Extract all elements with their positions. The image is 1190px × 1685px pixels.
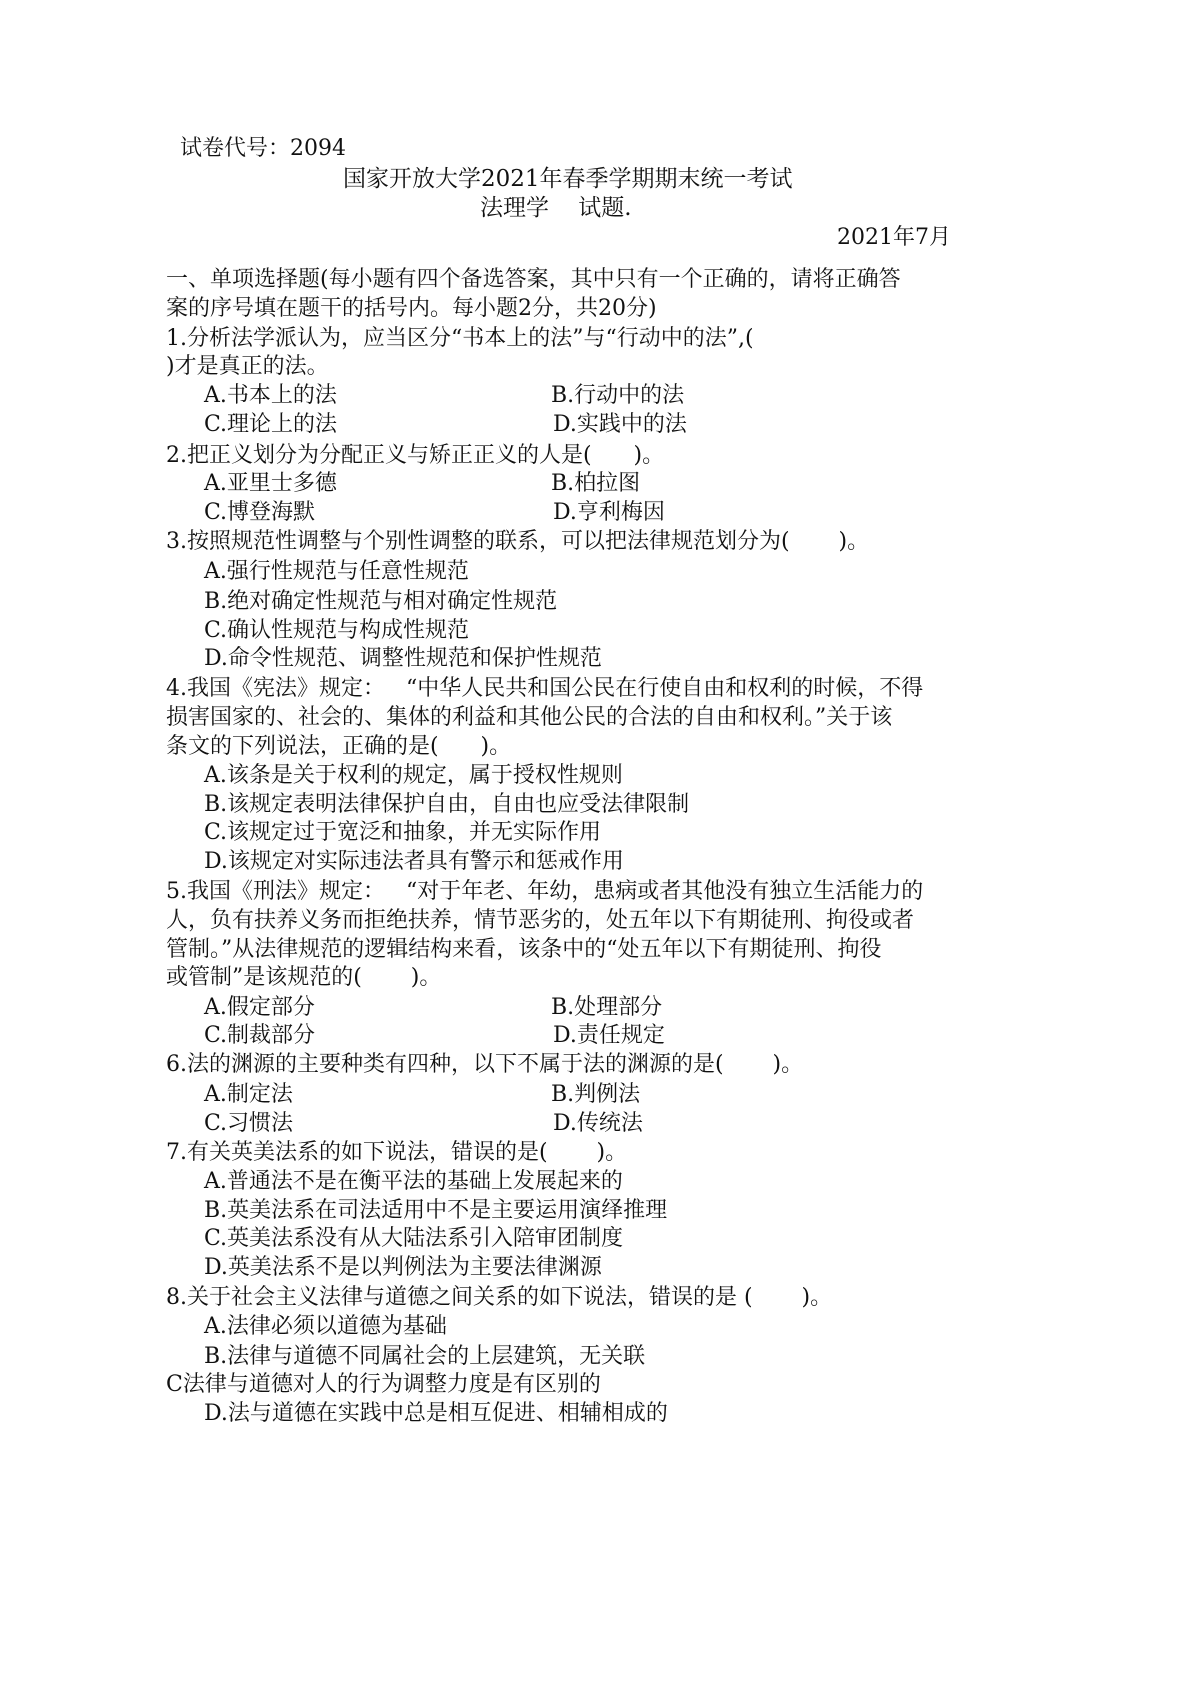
option-d: D.责任规定 [553,1023,665,1048]
option-c: C法律与道德对人的行为调整力度是有区别的 [166,1372,601,1397]
option-c: C.制裁部分 [204,1023,316,1048]
exam-date: 2021年7月 [837,225,951,250]
option-d: D.亨利梅因 [553,500,665,525]
question-stem: 1.分析法学派认为，应当区分“书本上的法”与“行动中的法”,( [166,326,754,351]
option-d: D.英美法系不是以判例法为主要法律渊源 [204,1255,602,1280]
question-stem: 6.法的渊源的主要种类有四种，以下不属于法的渊源的是( )。 [166,1052,804,1077]
option-a: A.法律必须以道德为基础 [204,1314,447,1339]
option-d: D.法与道德在实践中总是相互促进、相辅相成的 [204,1401,668,1426]
question-stem: 5.我国《刑法》规定： “对于年老、年幼，患病或者其他没有独立生活能力的 [166,879,924,904]
exam-title: 国家开放大学2021年春季学期期末统一考试 [343,166,793,192]
option-b: B.行动中的法 [551,383,685,408]
option-a: A.制定法 [204,1082,293,1107]
option-c: C.该规定过于宽泛和抽象，并无实际作用 [204,820,602,845]
option-a: A.书本上的法 [204,383,337,408]
option-b: B.柏拉图 [551,471,641,496]
option-a: A.该条是关于权利的规定，属于授权性规则 [204,763,623,788]
option-d: D.实践中的法 [553,412,687,437]
question-stem: 损害国家的、社会的、集体的利益和其他公民的合法的自由和权利。”关于该 [166,705,893,730]
option-a: A.亚里士多德 [204,471,337,496]
question-stem: 条文的下列说法，正确的是( )。 [166,734,512,759]
option-a: A.假定部分 [204,995,315,1020]
option-d: D.该规定对实际违法者具有警示和惩戒作用 [204,849,624,874]
option-b: B.英美法系在司法适用中不是主要运用演绎推理 [204,1198,668,1223]
option-a: A.强行性规范与任意性规范 [204,559,469,584]
option-b: B.判例法 [551,1082,641,1107]
option-b: B.该规定表明法律保护自由，自由也应受法律限制 [204,792,690,817]
question-stem: 管制。”从法律规范的逻辑结构来看，该条中的“处五年以下有期徒刑、拘役 [166,937,882,962]
question-stem: 2.把正义划分为分配正义与矫正正义的人是( )。 [166,443,665,468]
question-stem: 7.有关英美法系的如下说法，错误的是( )。 [166,1140,628,1165]
question-stem: 人，负有扶养义务而拒绝扶养，情节恶劣的，处五年以下有期徒刑、拘役或者 [166,908,915,933]
option-d: D.命令性规范、调整性规范和保护性规范 [204,646,602,671]
question-stem: 或管制”是该规范的( )。 [166,965,442,990]
question-stem: 4.我国《宪法》规定： “中华人民共和国公民在行使自由和权利的时候，不得 [166,676,924,701]
exam-subtitle: 法理学 试题. [480,195,632,221]
option-c: C.理论上的法 [204,412,338,437]
option-b: B.法律与道德不同属社会的上层建筑，无关联 [204,1344,646,1369]
option-c: C.确认性规范与构成性规范 [204,618,470,643]
question-stem: 3.按照规范性调整与个别性调整的联系，可以把法律规范划分为( )。 [166,529,870,554]
option-c: C.博登海默 [204,500,316,525]
question-stem: )才是真正的法。 [166,354,329,379]
question-stem: 8.关于社会主义法律与道德之间关系的如下说法，错误的是 ( )。 [166,1285,833,1310]
section-heading-line-2: 案的序号填在题干的括号内。每小题2分，共20分) [166,296,657,321]
option-b: B.绝对确定性规范与相对确定性规范 [204,589,558,614]
option-b: B.处理部分 [551,995,663,1020]
option-c: C.习惯法 [204,1111,294,1136]
option-a: A.普通法不是在衡平法的基础上发展起来的 [204,1169,623,1194]
exam-code: 试卷代号：2094 [180,136,346,161]
section-heading-line-1: 一、单项选择题(每小题有四个备选答案，其中只有一个正确的，请将正确答 [166,267,901,292]
option-d: D.传统法 [553,1111,643,1136]
option-c: C.英美法系没有从大陆法系引入陪审团制度 [204,1226,624,1251]
